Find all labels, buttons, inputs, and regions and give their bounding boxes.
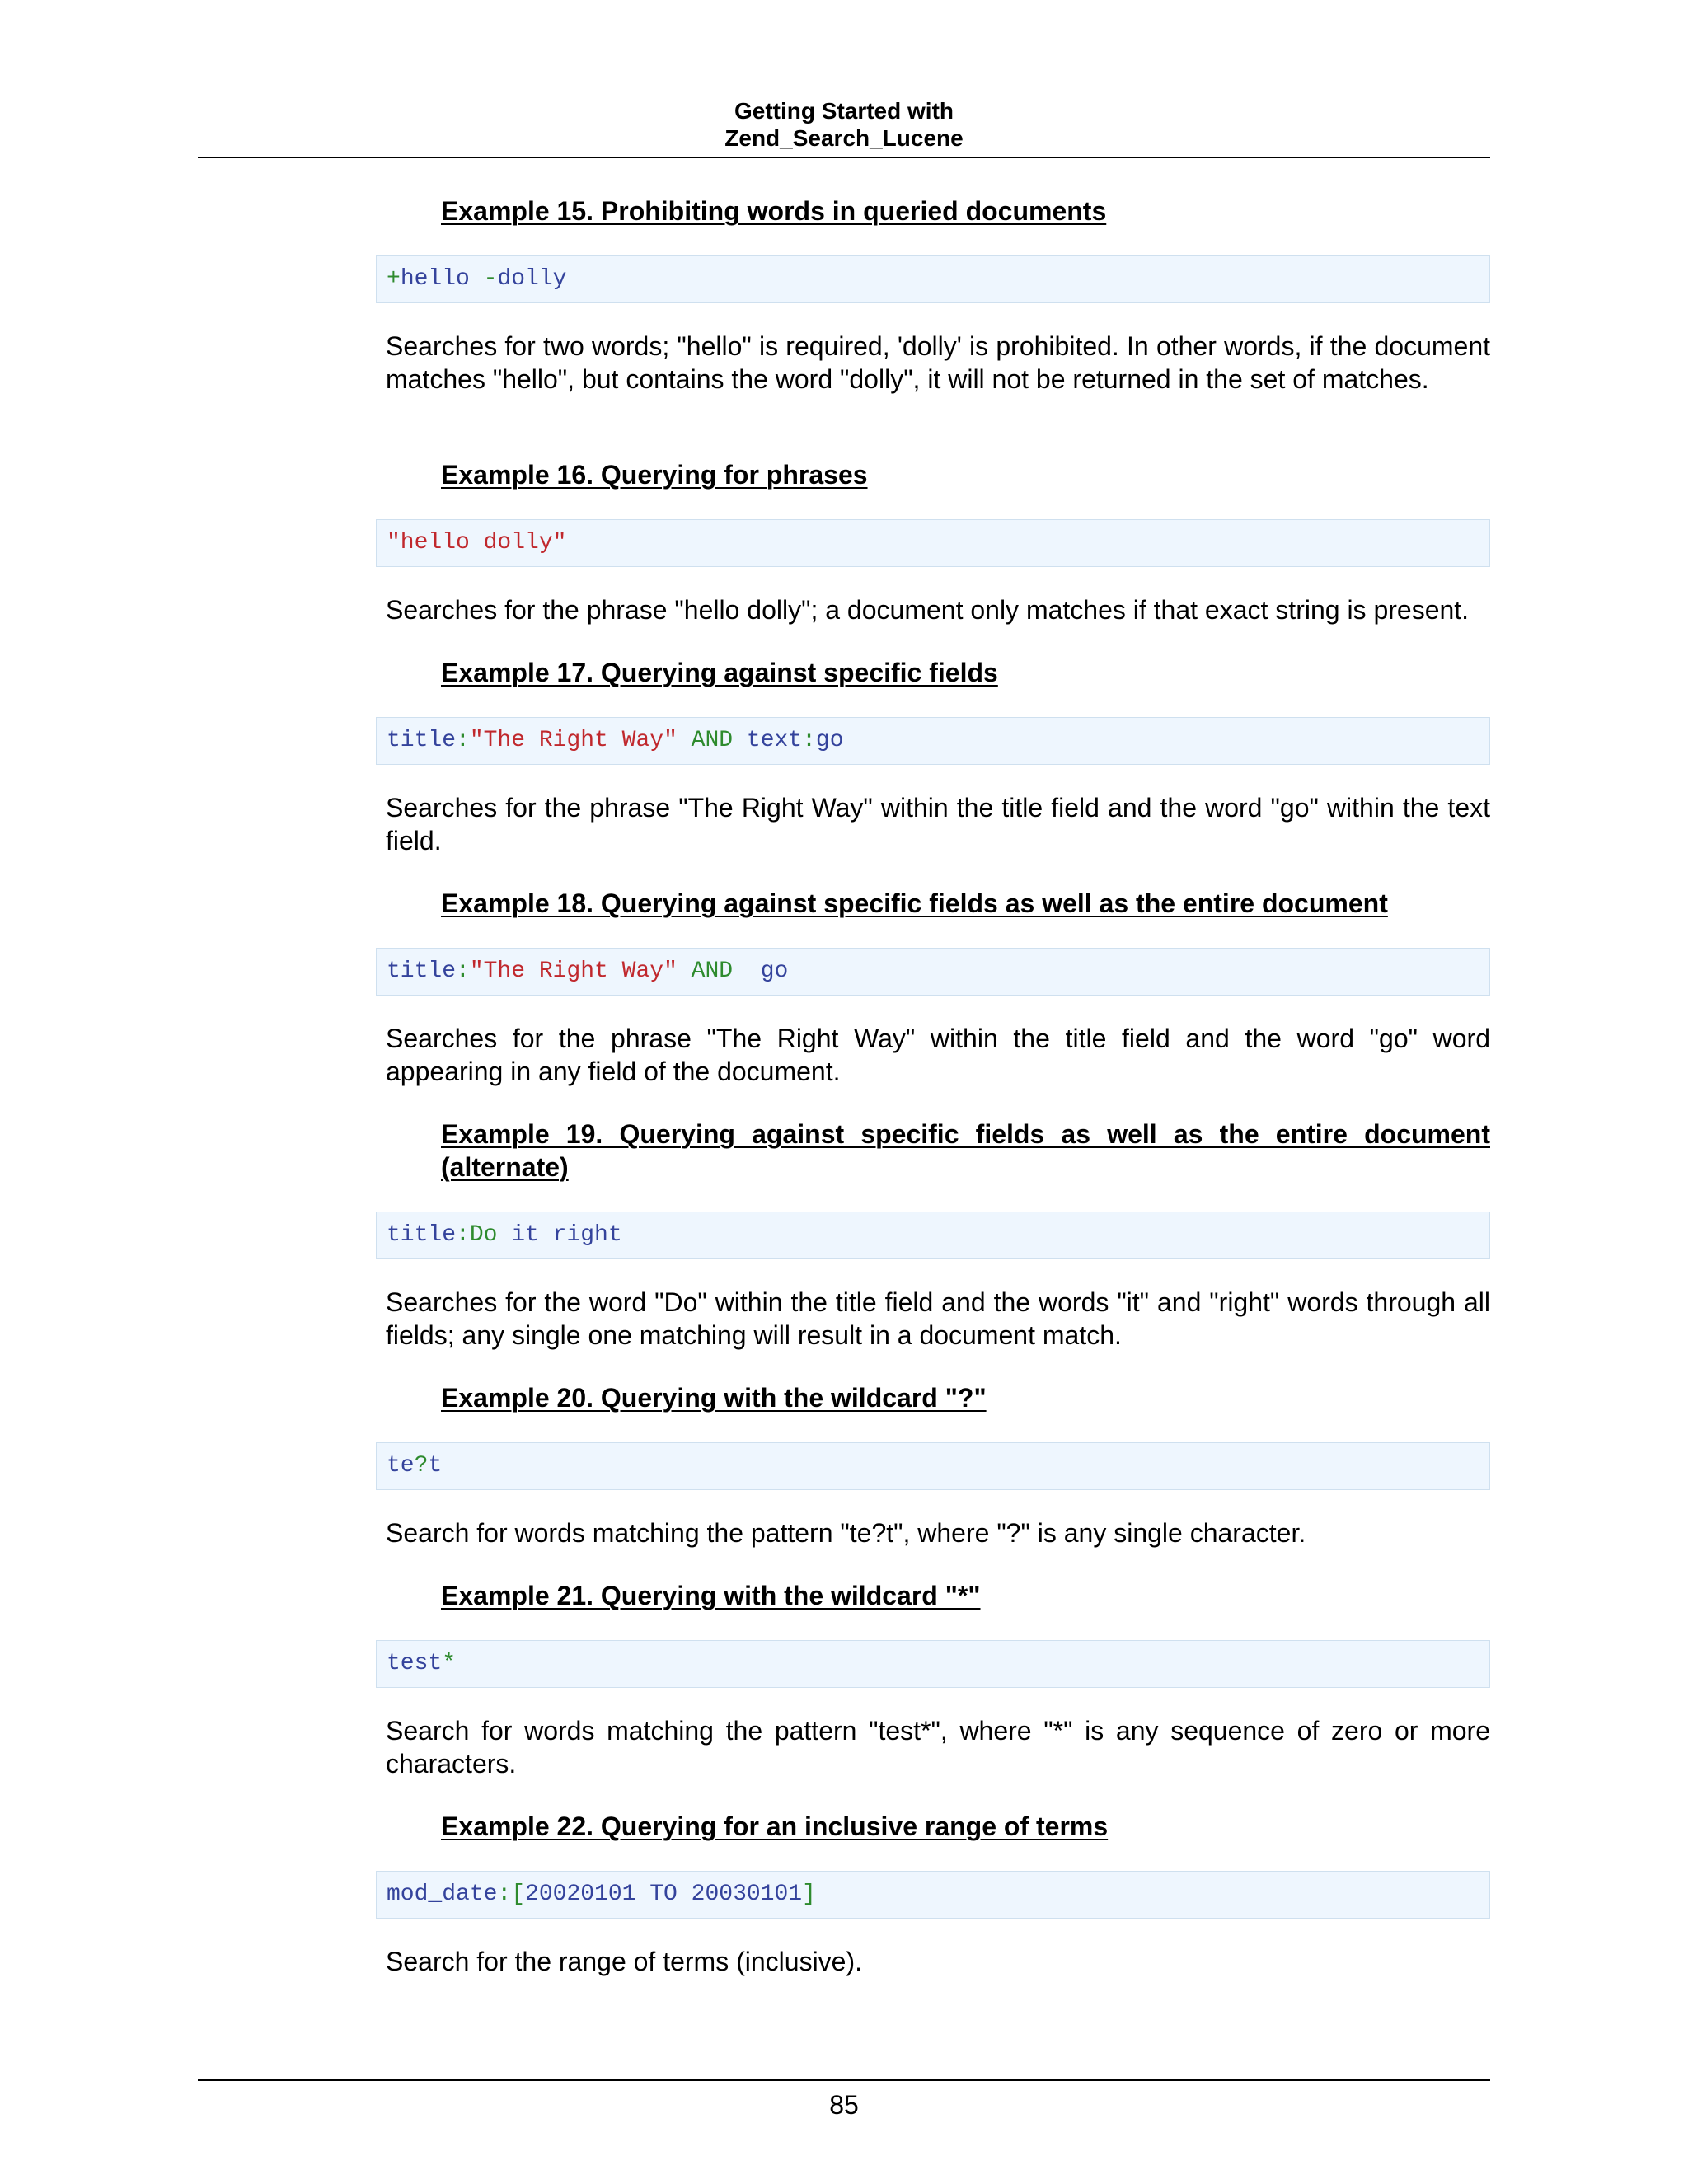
example-16-title: Example 16. Querying for phrases	[441, 460, 868, 490]
header-line-2: Zend_Search_Lucene	[724, 125, 964, 151]
code-token: title	[387, 728, 457, 753]
header-rule	[198, 157, 1490, 158]
page-number: 85	[829, 2090, 859, 2120]
example-21-title: Example 21. Querying with the wildcard "*"	[441, 1581, 981, 1610]
example-16-code	[376, 519, 1490, 567]
code-token: "The Right Way"	[469, 728, 678, 753]
code-token: test	[387, 1651, 443, 1676]
example-17-description: Searches for the phrase "The Right Way" within the title field and the word "go" within the text field.	[386, 793, 1490, 855]
example-16-description: Searches for the phrase "hello dolly"; a document only matches if that exact string is present.	[386, 595, 1470, 625]
example-20-description: Search for words matching the pattern "te?t", where "?" is any single character.	[386, 1518, 1306, 1548]
code-token: "hello dolly"	[387, 530, 567, 555]
code-token: :[	[497, 1882, 526, 1907]
example-19-title: Example 19. Querying against specific fields as well as the entire document (alternate)	[441, 1119, 1490, 1182]
example-19-code	[376, 1212, 1490, 1259]
example-19-description: Searches for the word "Do" within the title field and the words "it" and "right" words through all fields; any single one matching will result in a document match.	[386, 1287, 1490, 1350]
code-token: AND	[677, 958, 747, 984]
example-15-code	[376, 255, 1490, 303]
code-token: ?	[414, 1453, 429, 1479]
example-15-title: Example 15. Prohibiting words in queried documents	[441, 196, 1107, 226]
example-17-code	[376, 717, 1490, 765]
code-token: "The Right Way"	[469, 958, 678, 984]
code-token: t	[428, 1453, 443, 1479]
code-token: *	[442, 1651, 457, 1676]
code-token: :	[802, 728, 816, 753]
code-token: te	[387, 1453, 415, 1479]
code-token: it right	[497, 1222, 622, 1248]
code-token: -	[483, 266, 498, 292]
code-token: title	[387, 1222, 457, 1248]
code-token: 20020101 TO 20030101	[525, 1882, 803, 1907]
code-token: Do	[469, 1222, 498, 1248]
example-21-description: Search for words matching the pattern "test*", where "*" is any sequence of zero or more characters.	[386, 1716, 1490, 1779]
example-22-title: Example 22. Querying for an inclusive range of terms	[441, 1811, 1109, 1841]
example-18-code	[376, 948, 1490, 996]
example-17-title: Example 17. Querying against specific fields	[441, 658, 998, 687]
footer-rule	[198, 2079, 1490, 2081]
page-header	[198, 97, 1490, 152]
code-token: title	[387, 958, 457, 984]
example-20-code	[376, 1442, 1490, 1490]
code-token: dolly	[497, 266, 567, 292]
code-token: hello	[400, 266, 484, 292]
code-token: mod_date	[387, 1882, 498, 1907]
header-line-1: Getting Started with	[734, 98, 954, 124]
code-token: :	[456, 1222, 470, 1248]
code-token: AND	[677, 728, 747, 753]
example-21-code	[376, 1640, 1490, 1688]
code-token: :	[456, 958, 470, 984]
example-18-description: Searches for the phrase "The Right Way" within the title field and the word "go" word appearing in any field of the document.	[386, 1024, 1490, 1086]
code-token: go	[815, 728, 844, 753]
example-15-description: Searches for two words; "hello" is required, 'dolly' is prohibited. In other words, if the document matches "hello", but contains the word "dolly", it will not be returned in the set of matches.	[386, 331, 1490, 394]
code-token: :	[456, 728, 470, 753]
example-20-title: Example 20. Querying with the wildcard "?"	[441, 1383, 987, 1413]
example-22-description: Search for the range of terms (inclusive).	[386, 1947, 863, 1976]
code-token: go	[746, 958, 789, 984]
code-token: text	[746, 728, 803, 753]
example-22-code	[376, 1871, 1490, 1919]
code-token: +	[387, 266, 401, 292]
code-token: ]	[802, 1882, 816, 1907]
example-18-title: Example 18. Querying against specific fields as well as the entire document	[441, 888, 1388, 918]
